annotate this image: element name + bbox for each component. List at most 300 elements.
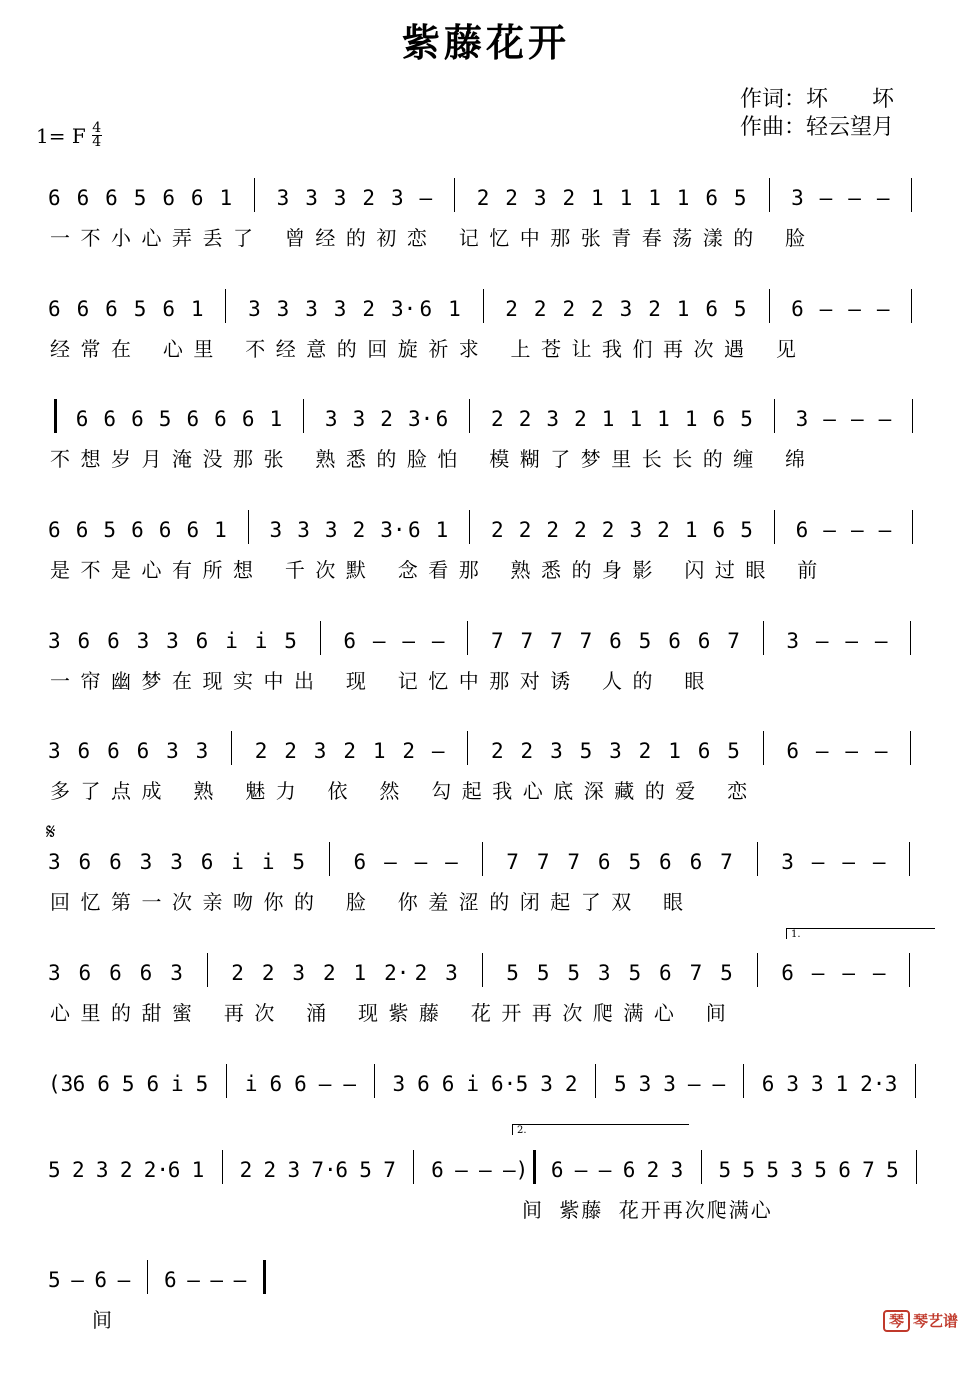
lyric-char: 前 (797, 558, 818, 582)
note: 3 (95, 1158, 109, 1182)
note: 1 (353, 961, 367, 985)
note: 6 (335, 1158, 348, 1182)
lyric-char: 那 (550, 226, 571, 250)
lyric-char: 缠 (733, 447, 754, 471)
note: 2 (362, 186, 376, 210)
lyric-char: 爬 (706, 1198, 727, 1222)
lyric-char: 漾 (702, 226, 723, 250)
lyric-char: 出 (294, 669, 314, 693)
note: 1 (657, 407, 670, 431)
lyric-char: 念 (397, 558, 418, 582)
note: 3 (287, 1158, 301, 1182)
note: – (455, 1158, 468, 1182)
note: 3 (619, 297, 633, 321)
lyric-char: 没 (202, 447, 223, 471)
note: 6 (158, 518, 172, 542)
note: 5 (742, 1158, 756, 1182)
barline (469, 510, 470, 544)
note: 5 (718, 1158, 732, 1182)
lyric-char: 甜 (141, 1001, 162, 1025)
note: – (815, 739, 829, 763)
note: 6 (77, 629, 91, 653)
note: 2 (362, 297, 376, 321)
lyric-char: 经 (315, 226, 336, 250)
note: 3 (48, 629, 61, 653)
note: – (842, 961, 855, 985)
lyric-char: 岁 (111, 447, 131, 471)
note: 2· (143, 1158, 170, 1182)
barline (226, 1064, 227, 1098)
note: 5 (628, 850, 642, 874)
lyric-char: 再 (662, 1198, 683, 1222)
note: 2 (657, 518, 670, 542)
note: 2 (505, 186, 518, 210)
note: 6 (164, 1268, 177, 1292)
note: 5 (740, 407, 753, 431)
lyric-char: 现 (345, 669, 366, 693)
note: 3 (276, 186, 290, 210)
note: 2 (284, 739, 297, 763)
score-row (0, 407, 972, 517)
lyric-char: 我 (602, 337, 623, 361)
note: 6 (343, 629, 356, 653)
note: 3 (48, 739, 61, 763)
note: 2 (491, 407, 504, 431)
note: 5 (740, 518, 753, 542)
note: 6 (214, 407, 227, 431)
composer-credit: 作曲：轻云望月 (740, 115, 895, 140)
note: 5 (814, 1158, 827, 1182)
note: 5 (733, 297, 747, 321)
lyric-char: 次 (684, 1198, 705, 1222)
score-row (0, 518, 972, 628)
lyric-char: 心 (653, 1001, 674, 1025)
note: – (874, 629, 888, 653)
note: 3 (540, 1072, 553, 1096)
note: 6 (48, 186, 61, 210)
lyric-char: 熟 (193, 779, 214, 803)
note: 6 (103, 407, 117, 431)
note: 3· (390, 297, 417, 321)
lyric-char: 实 (233, 669, 253, 693)
lyric-char: 月 (141, 447, 162, 471)
note: 6 (597, 850, 611, 874)
lyric-char: 丢 (202, 226, 223, 250)
lyric-char: 忆 (80, 890, 101, 914)
note: 6 (76, 297, 90, 321)
lyric-char: 双 (611, 890, 632, 914)
note: – (343, 1072, 356, 1096)
note: – (811, 850, 825, 874)
note: 6 (131, 407, 144, 431)
lyric-char: 忆 (489, 226, 510, 250)
note: 6 (136, 739, 150, 763)
lyric-char: 开 (501, 1001, 522, 1025)
note: 6 (795, 518, 809, 542)
lyric-char: 一 (50, 226, 70, 250)
lyric-char: 是 (111, 558, 131, 582)
lyric-char: 怕 (437, 447, 458, 471)
lyric-char: 经 (275, 337, 296, 361)
note: 6 (431, 1158, 444, 1182)
lyric-char: 张 (580, 226, 601, 250)
note: 7 (550, 629, 563, 653)
note: 3 (550, 739, 563, 763)
note: 5 (638, 629, 652, 653)
segno-icon: 𝄋 (46, 820, 56, 845)
barline (912, 510, 913, 544)
note: 2 (231, 961, 244, 985)
note: 2 (261, 961, 275, 985)
barline (915, 1064, 916, 1098)
lyric-char: 人 (602, 669, 623, 693)
note: 2 (476, 186, 490, 210)
lyric-char: 记 (397, 669, 418, 693)
lyric-char: 眼 (684, 669, 705, 693)
note: 2 (562, 297, 576, 321)
lyric-char: 底 (553, 779, 574, 803)
note: 2 (380, 407, 393, 431)
barline (469, 399, 470, 433)
lyric-char: 满 (623, 1001, 644, 1025)
lyric-char: 的 (376, 447, 397, 471)
lyric-char: 魅 (245, 779, 266, 803)
note: 5 (733, 186, 747, 210)
note: 7 (862, 1158, 875, 1182)
note: 5 (121, 1072, 135, 1096)
lyric-char: 爱 (675, 779, 696, 803)
note: 2 (591, 297, 604, 321)
score-row (0, 1268, 972, 1378)
lyric-char: 诱 (550, 669, 571, 693)
note: – (419, 186, 433, 210)
lyric-char: 吻 (233, 890, 253, 914)
note: 6 (417, 1072, 430, 1096)
score-row (0, 850, 972, 960)
note: 2 (71, 1158, 85, 1182)
score-row (0, 297, 972, 407)
lyric-char: 悉 (345, 447, 366, 471)
lyric-char: 眼 (663, 890, 684, 914)
note: 6 (77, 739, 91, 763)
note: i (466, 1072, 480, 1096)
note: – (431, 739, 445, 763)
note: 3 (136, 629, 150, 653)
note: 1 (601, 407, 615, 431)
lyric-char: 默 (345, 558, 366, 582)
note: 5 (506, 961, 519, 985)
lyric-char: 的 (294, 890, 314, 914)
note: 6 (186, 518, 200, 542)
lyric-char: 再 (531, 1001, 552, 1025)
lyric-char: 意 (306, 337, 327, 361)
note: 1 (684, 407, 698, 431)
lyric-char: 次 (693, 337, 714, 361)
note: 3 (139, 850, 153, 874)
note: 3 (292, 961, 306, 985)
note: – (574, 1158, 588, 1182)
lyric-char: 涩 (458, 890, 479, 914)
note: 3 (297, 518, 310, 542)
note: 2 (574, 518, 587, 542)
note: 3 (546, 407, 560, 431)
note: 5 (628, 961, 642, 985)
note: 2 (414, 961, 428, 985)
note: 3 (324, 407, 338, 431)
lyric-char: 眼 (745, 558, 766, 582)
lyric-char: 长 (641, 447, 662, 471)
lyric-char: 所 (202, 558, 223, 582)
lyric-char: 悉 (541, 558, 562, 582)
note: – (414, 850, 428, 874)
logo-icon: 琴 (883, 1310, 910, 1332)
barline (482, 953, 483, 987)
note: – (187, 1268, 200, 1292)
note: 6 (435, 407, 449, 431)
note: 5 (195, 1072, 209, 1096)
note: 2· (384, 961, 410, 985)
lyric-char: 经 (50, 337, 70, 361)
barline (595, 1064, 596, 1098)
note: – (878, 407, 892, 431)
note: 5 (536, 961, 550, 985)
note: 6 (705, 186, 718, 210)
note: 1 (219, 186, 233, 210)
note: 3 (670, 1158, 684, 1182)
lyric-char: 花 (618, 1198, 639, 1222)
lyric-char: 了 (80, 779, 101, 803)
lyric-char: 力 (275, 779, 296, 803)
note: 3 (790, 1158, 803, 1182)
barline (911, 178, 912, 212)
note: 3 (884, 1072, 898, 1096)
lyric-char: 亲 (202, 890, 223, 914)
note: 6 (75, 518, 89, 542)
note: 7· (311, 1158, 337, 1182)
lyric-char: 起 (550, 890, 571, 914)
lyric-char: 熟 (510, 558, 531, 582)
lyric-char: 不 (80, 558, 101, 582)
note: 7 (579, 629, 593, 653)
lyric-char: 淹 (172, 447, 192, 471)
note: 7 (520, 629, 534, 653)
note: 6 (241, 407, 255, 431)
note: 3 (276, 297, 290, 321)
note: 2 (119, 1158, 133, 1182)
score-row (0, 739, 972, 849)
note: – (372, 629, 386, 653)
lyric-char: 了 (580, 890, 601, 914)
lyric-char: 忆 (428, 669, 449, 693)
barline (320, 621, 321, 655)
note: 3 (333, 297, 347, 321)
note: 1 (269, 407, 283, 431)
note: 1 (591, 186, 604, 210)
lyric-char: 上 (510, 337, 531, 361)
note: 5 (284, 629, 297, 653)
note: 6 (75, 407, 89, 431)
lyric-char: 在 (172, 669, 192, 693)
barline (909, 842, 910, 876)
note: 6 (705, 297, 718, 321)
note: – (848, 297, 861, 321)
note: 7 (383, 1158, 396, 1182)
lyric-char: 心 (141, 226, 162, 250)
note: 3 (663, 1072, 676, 1096)
lyric-char: 爬 (592, 1001, 613, 1025)
note: 5 (48, 1158, 61, 1182)
note: 2 (546, 518, 560, 542)
lyric-char: 现 (358, 1001, 379, 1025)
lyric-char: 脸 (406, 447, 427, 471)
note: i (244, 1072, 258, 1096)
note: – (598, 1158, 612, 1182)
note: – (71, 1268, 84, 1292)
lyric-char: 心 (50, 1001, 70, 1025)
logo-text: 琴艺谱 (912, 1312, 958, 1330)
note: 6 (48, 518, 61, 542)
lyric-char: 初 (376, 226, 397, 250)
note: – (819, 186, 833, 210)
barline (329, 842, 330, 876)
note: 6 (48, 297, 61, 321)
note: 2 (254, 739, 268, 763)
note: 6 (97, 1072, 110, 1096)
note: 6 (107, 739, 120, 763)
site-logo (883, 1310, 958, 1331)
note: 2 (491, 739, 504, 763)
note: 6 (712, 518, 726, 542)
note: (3 (48, 1072, 74, 1096)
barline (207, 953, 208, 987)
note: 6 (622, 1158, 636, 1182)
note: – (479, 1158, 492, 1182)
note: 5 (292, 850, 306, 874)
note: – (845, 629, 859, 653)
barline (769, 289, 770, 323)
note: 6 (162, 186, 175, 210)
note: 3 (333, 186, 347, 210)
note: 2 (343, 739, 356, 763)
lyric-char: 那 (489, 669, 510, 693)
time-denominator: 4 (92, 134, 102, 150)
lyric-char: 藤 (419, 1001, 440, 1025)
note: 3 (170, 850, 183, 874)
note: 7 (689, 961, 703, 985)
lyric-char: 多 (50, 779, 70, 803)
note: 6 (294, 1072, 307, 1096)
note: 6 (146, 1072, 160, 1096)
barline (774, 399, 775, 433)
note: 3 (445, 961, 458, 985)
lyric-char: 心 (141, 558, 162, 582)
lyric-char: 的 (632, 669, 653, 693)
note: – (712, 1072, 726, 1096)
lyric-char: 心 (750, 1198, 771, 1222)
note: – (850, 518, 864, 542)
barline (454, 178, 455, 212)
lyric-char: 帘 (80, 669, 101, 693)
lyric-char: 勾 (431, 779, 452, 803)
lyric-char: 小 (111, 226, 131, 250)
lyric-char: 的 (111, 1001, 131, 1025)
note: 5 (720, 961, 733, 985)
note: – (687, 1072, 701, 1096)
note: 6 (186, 407, 200, 431)
note: 5 (158, 407, 172, 431)
lyric-char: 想 (80, 447, 101, 471)
lyric-char: 了 (233, 226, 253, 250)
note: – (431, 629, 445, 653)
note: 5 (103, 518, 117, 542)
note: 6 (162, 297, 175, 321)
lyric-char: 曾 (284, 226, 305, 250)
note: 3 (352, 407, 366, 431)
barline (413, 1150, 414, 1184)
lyric-char: 的 (702, 447, 723, 471)
lyric-char: 了 (550, 447, 571, 471)
note: 3 (795, 407, 809, 431)
note: 7 (491, 629, 504, 653)
note: 3 (390, 186, 404, 210)
note: 3 (324, 518, 338, 542)
note: 6 (781, 961, 794, 985)
note: 3 (305, 186, 318, 210)
lyric-char: 回 (50, 890, 70, 914)
lyric-char: 现 (202, 669, 223, 693)
barline (743, 1064, 744, 1098)
lyric-char: 再 (223, 1001, 244, 1025)
note: 1 (629, 407, 643, 431)
note: 5 (579, 739, 593, 763)
lyric-char: 苍 (541, 337, 562, 361)
note: 5 (727, 739, 740, 763)
barline (916, 1150, 917, 1184)
lyric-char: 不 (50, 447, 70, 471)
note: – (874, 739, 888, 763)
lyric-char: 过 (714, 558, 735, 582)
note: i (231, 850, 244, 874)
note: 6 (353, 850, 367, 874)
barline (303, 399, 304, 433)
note: 3 (48, 850, 61, 874)
note: 6 (407, 518, 421, 542)
note: 2· (860, 1072, 886, 1096)
note: 6 (838, 1158, 851, 1182)
note: 3 (248, 297, 261, 321)
lyric-char: 间 (705, 1001, 726, 1025)
lyric-char: 一 (141, 890, 162, 914)
barline (254, 178, 255, 212)
note: 2 (263, 1158, 277, 1182)
barline (701, 1150, 702, 1184)
note: 1 (619, 186, 633, 210)
lyric-char: 藤 (581, 1198, 602, 1222)
note: i (171, 1072, 184, 1096)
lyric-char: 熟 (315, 447, 336, 471)
barline (483, 289, 484, 323)
lyric-char: 次 (254, 1001, 275, 1025)
barline (467, 731, 468, 765)
note: 6 (791, 297, 804, 321)
note: 6 (659, 850, 672, 874)
note: 2 (562, 186, 576, 210)
note: 6 (109, 961, 122, 985)
lyric-char: 的 (571, 558, 592, 582)
note: 6 (195, 629, 209, 653)
note: 1 (668, 739, 681, 763)
note: 2 (648, 297, 661, 321)
